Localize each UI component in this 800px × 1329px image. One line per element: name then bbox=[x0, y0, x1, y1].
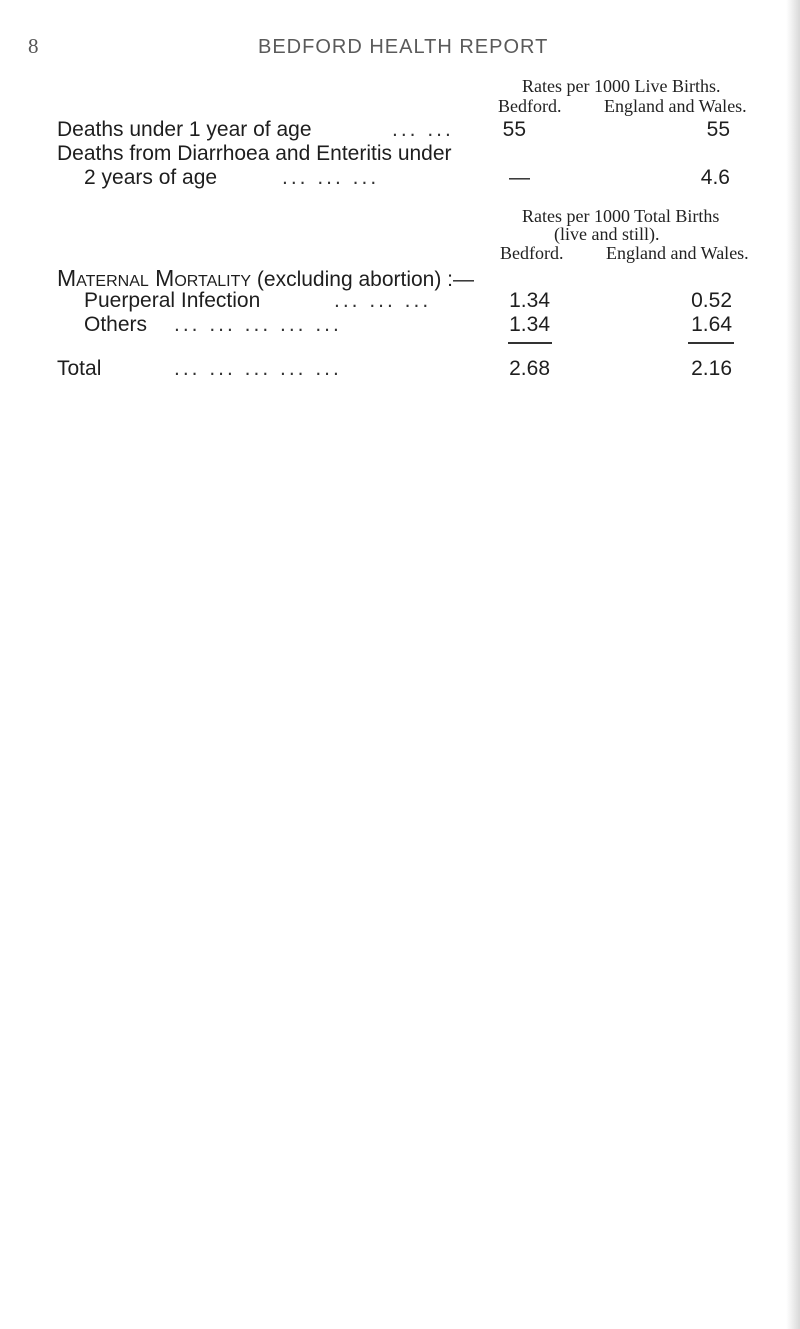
infant-col-england: England and Wales. bbox=[604, 96, 747, 116]
total-rule-england bbox=[688, 342, 734, 344]
infant-rates-header: Rates per 1000 Live Births. bbox=[522, 76, 721, 96]
maternal-rates-header: Rates per 1000 Total Births bbox=[522, 206, 720, 226]
row-value-bedford: 1.34 bbox=[509, 289, 550, 312]
running-head-title: BEDFORD HEALTH REPORT bbox=[258, 36, 549, 58]
page-number: 8 bbox=[28, 34, 39, 58]
row-leader-dots: ... ... ... bbox=[282, 166, 380, 189]
row-value-bedford: 55 bbox=[502, 118, 526, 141]
row-leader-dots: ... ... ... ... ... bbox=[174, 313, 342, 336]
page-edge bbox=[786, 0, 800, 1329]
infant-col-bedford: Bedford. bbox=[498, 96, 562, 116]
maternal-mortality-title-rest: (excluding abortion) :— bbox=[251, 268, 475, 291]
row-value-england: 0.52 bbox=[691, 289, 732, 312]
maternal-mortality-title bbox=[57, 265, 474, 292]
row-value-bedford: — bbox=[509, 166, 530, 189]
total-value-england: 2.16 bbox=[691, 357, 732, 380]
row-value-england: 55 bbox=[706, 118, 730, 141]
row-value-england: 4.6 bbox=[700, 166, 730, 189]
row-label-deaths-diarrhoea: Deaths from Diarrhoea and Enteritis under bbox=[57, 142, 452, 165]
row-leader-dots: ... ... ... ... ... bbox=[174, 357, 342, 380]
maternal-col-bedford: Bedford. bbox=[500, 243, 564, 263]
row-label-deaths-under-1: Deaths under 1 year of age bbox=[57, 118, 312, 141]
row-leader-dots: ... ... bbox=[392, 118, 454, 141]
total-value-bedford: 2.68 bbox=[509, 357, 550, 380]
row-label-puerperal-infection: Puerperal Infection bbox=[84, 289, 261, 312]
maternal-col-england: England and Wales. bbox=[606, 243, 749, 263]
total-rule-bedford bbox=[508, 342, 552, 344]
row-value-bedford: 1.34 bbox=[509, 313, 550, 336]
maternal-rates-header-line2: (live and still). bbox=[554, 224, 660, 244]
row-value-england: 1.64 bbox=[691, 313, 732, 336]
row-label-others: Others bbox=[84, 313, 148, 336]
maternal-mortality-title-caps: Maternal Mortality bbox=[57, 265, 252, 291]
row-label-deaths-diarrhoea-line2: 2 years of age bbox=[84, 166, 218, 189]
row-label-total: Total bbox=[57, 357, 102, 380]
row-leader-dots: ... ... ... bbox=[334, 289, 432, 312]
